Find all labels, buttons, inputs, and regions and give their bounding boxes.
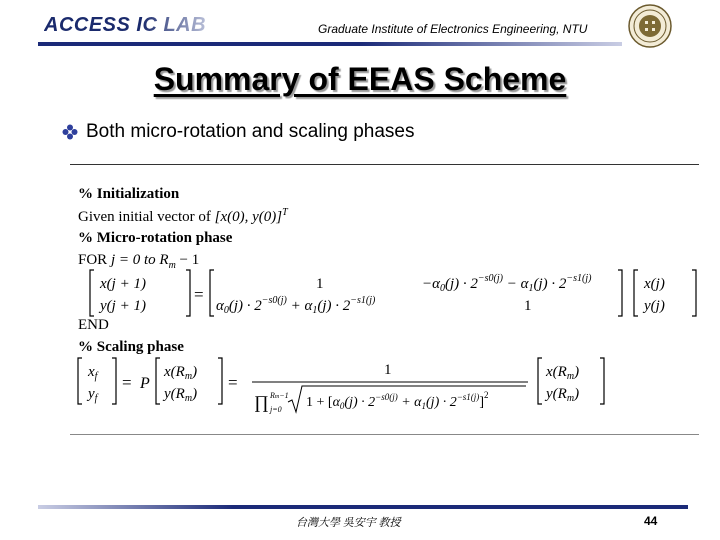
equals-sign-2: = (228, 373, 238, 392)
product-lower: j=0 (270, 405, 282, 414)
rhs-y: y(j) (644, 298, 665, 314)
y-rm: $y(R_m)$ (164, 386, 198, 404)
matrix-one-top: 1 (316, 276, 324, 292)
init-line (78, 207, 288, 226)
for-range-suffix: − 1 (179, 252, 200, 268)
yf: $y_f$ (88, 386, 98, 404)
product-upper: Rm−1 (270, 391, 289, 400)
y-rm-2: $y(R_m)$ (546, 386, 580, 404)
algorithm-top-rule (70, 164, 699, 165)
scaling-equation (76, 354, 696, 416)
institute-name: Graduate Institute of Electronics Engineering, NTU (318, 22, 588, 36)
scale-factor-p: P (140, 375, 150, 392)
init-vector-transpose: T (282, 207, 288, 218)
lhs-y: y(j + 1) (100, 298, 146, 314)
end-line: END (78, 317, 109, 333)
bullet-text: Both micro-rotation and scaling phases (86, 121, 415, 142)
sqrt-content: $1 + [\alpha_0(j) \cdot 2^{-s0(j)} + \alpha_1(j) \cdot 2^{-s1(j)}]^2$ (306, 390, 489, 411)
x-rm: $x(R_m)$ (164, 364, 198, 382)
for-range-sub: m (168, 260, 176, 271)
product-symbol: ∏ (254, 392, 269, 412)
init-vector (215, 209, 288, 225)
matrix-bottom-left: $\alpha_0(j) \cdot 2^{-s0(j)} + \alpha_1(j) \cdot 2^{-s1(j)}$ (216, 295, 376, 316)
diamond-bullet-icon (62, 124, 78, 140)
matrix-top-right: $-\alpha_0(j) \cdot 2^{-s0(j)} - \alpha_1(j) \cdot 2^{-s1(j)}$ (422, 273, 592, 294)
xf: $x_f$ (88, 364, 98, 382)
equals-sign: = (194, 285, 204, 304)
for-keyword: FOR (78, 252, 108, 268)
rhs-x: x(j) (644, 276, 665, 292)
micro-rotation-equation (88, 266, 700, 322)
algorithm-bottom-rule (70, 434, 699, 435)
university-seal-icon (628, 4, 672, 48)
lhs-x: x(j + 1) (100, 276, 146, 292)
header-divider (38, 42, 622, 46)
x-rm-2: $x(R_m)$ (546, 364, 580, 382)
init-vector-text: [x(0), y(0)] (214, 209, 283, 225)
equals-sign-1: = (122, 373, 132, 392)
fraction-numerator: 1 (384, 362, 392, 378)
page-title: Summary of EEAS Scheme (153, 61, 567, 97)
matrix-one-bottom: 1 (524, 298, 532, 314)
bullet-item (62, 121, 414, 143)
micro-rotation-comment: % Micro-rotation phase (78, 230, 233, 246)
page-number: 44 (644, 514, 658, 528)
init-comment: % Initialization (78, 186, 180, 202)
footer-author: 台灣大學 吳安宇 教授 (296, 517, 401, 529)
lab-name: ACCESS IC LAB (44, 14, 207, 36)
init-line-text: Given initial vector of (78, 209, 211, 225)
footer-divider (38, 505, 688, 509)
for-range-text: j = 0 to R (110, 252, 169, 268)
scaling-comment: % Scaling phase (78, 339, 184, 355)
